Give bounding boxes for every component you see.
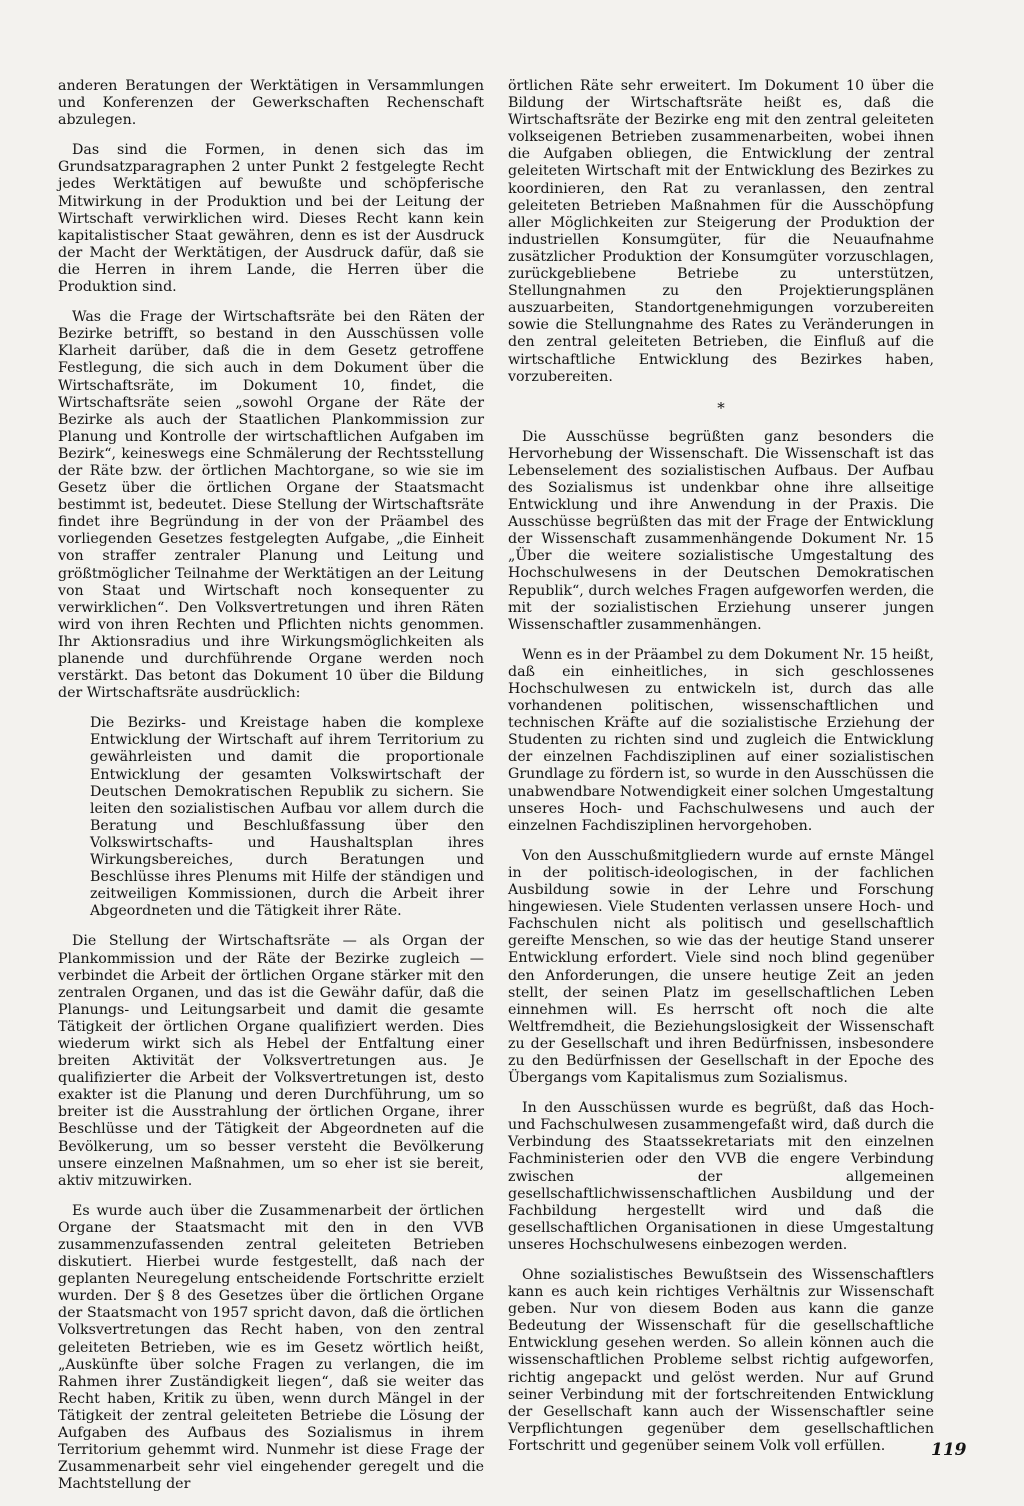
paragraph: Die Ausschüsse begrüßten ganz besonders die Hervorhebung der Wissenschaft. Die Wissenschaft ist das Lebenselement des sozialistischen Aufbaus. Der Aufbau des Sozialismus ist undenkbar ohne ihre allseitige Entwicklung und ihre Anwendung in der Praxis. Die Ausschüsse begrüßten das mit der Frage der Entwicklung der Wissenschaft zusammenhängende Dokument Nr. 15 „Über die weitere sozialistische Umgestaltung des Hochschulwesens in der Deutschen Demokratischen Republik“, durch welches Fragen aufgeworfen werden, die mit der sozialistischen Erziehung unserer jungen Wissenschaftler zusammenhängen. — [508, 428, 934, 633]
paragraph: Ohne sozialistisches Bewußtsein des Wissenschaftlers kann es auch kein richtiges Verhältnis zur Wissenschaft geben. Nur von diesem Boden aus kann die ganze Bedeutung der Wissenschaft für die gesellschaftliche Entwicklung gesehen werden. So allein können auch die wissenschaftlichen Probleme selbst richtig aufgeworfen, richtig angepackt und gelöst werden. Nur auf Grund seiner Verbindung mit der fortschreitenden Entwicklung der Gesellschaft kann auch der Wissenschaftler seine Verpflichtungen gegenüber dem gesellschaftlichen Fortschritt und gegenüber seinem Volk voll erfüllen. — [508, 1267, 934, 1454]
paragraph: örtlichen Räte sehr erweitert. Im Dokument 10 über die Bildung der Wirtschaftsräte heißt es, daß die Wirtschaftsräte der Bezirke eng mit den zentral geleiteten volkseigenen Betrieben zusammenarbeiten, wobei ihnen die Aufgaben obliegen, die Entwicklung der zentral geleiteten Wirtschaft mit der Entwicklung des Bezirkes zu koordinieren, den Rat zu veranlassen, den zentral geleiteten Betrieben Maßnahmen für die Ausschöpfung aller Möglichkeiten zur Steigerung der Produktion der industriellen Konsumgüter, für die Neuaufnahme zusätzlicher Produktion der Konsumgüter vorzuschlagen, zurückgebliebene Betriebe zu unterstützen, Stellungnahmen zu den Projektierungsplänen auszuarbeiten, Standortgenehmigungen vorzubereiten sowie die Stellungnahme des Rates zu Veränderungen in den zentral geleiteten Betrieben, die Einfluß auf die wirtschaftliche Entwicklung des Bezirkes haben, vorzubereiten. — [508, 78, 934, 385]
paragraph: Von den Ausschußmitgliedern wurde auf ernste Mängel in der politisch-ideologischen, in der fachlichen Ausbildung sowie in der Lehre und Forschung hingewiesen. Viele Studenten verlassen unsere Hoch- und Fachschulen nicht als politisch und gesellschaftlich gereifte Menschen, so wie das der heutige Stand unserer Entwicklung erfordert. Viele sind noch blind gegenüber den Anforderungen, die unsere heutige Zeit an jeden stellt, der seinen Platz im gesellschaftlichen Leben einnehmen will. Es herrscht oft noch die alte Weltfremdheit, die Beziehungslosigkeit der Wissenschaft zu der Gesellschaft und ihren Bedürfnissen, insbesondere zu den Bedürfnissen der Gesellschaft in der Epoche des Übergangs vom Kapitalismus zum Sozialismus. — [508, 847, 934, 1087]
quoted-paragraph: Die Bezirks- und Kreistage haben die komplexe Entwicklung der Wirtschaft auf ihrem Territorium zu gewährleisten und damit die proportionale Entwicklung der gesamten Volkswirtschaft der Deutschen Demokratischen Republik zu sichern. Sie leiten den sozialistischen Aufbau vor allem durch die Beratung und Beschlußfassung über den Volkswirtschafts- und Haushaltsplan ihres Wirkungsbereiches, durch Beratungen und Beschlüsse ihres Plenums mit Hilfe der ständigen und zeitweiligen Kommissionen, durch die Arbeit ihrer Abgeordneten und die Tätigkeit ihrer Räte. — [90, 715, 484, 920]
paragraph: Wenn es in der Präambel zu dem Dokument Nr. 15 heißt, daß ein einheitliches, in sich geschlossenes Hochschulwesen zu entwickeln ist, durch das alle vorhandenen politischen, wissenschaftlichen und technischen Kräfte auf die sozialistische Erziehung der Studenten zu richten sind und zugleich die Entwicklung der einzelnen Fachdisziplinen auf einer sozialistischen Grundlage zu fördern ist, so wurde in den Ausschüssen die unabwendbare Notwendigkeit einer solchen Umgestaltung unseres Hoch- und Fachschulwesens und auch der einzelnen Fachdisziplinen hervorgehoben. — [508, 646, 934, 834]
paragraph: Was die Frage der Wirtschaftsräte bei den Räten der Bezirke betrifft, so bestand in den Ausschüssen volle Klarheit darüber, daß die in dem Gesetz getroffene Festlegung, die sich auch in dem Dokument über die Wirtschaftsräte, im Dokument 10, findet, die Wirtschaftsräte seien „sowohl Organe der Räte der Bezirke als auch der Staatlichen Plankommission zur Planung und Kontrolle der wirtschaftlichen Aufgaben im Bezirk“, keineswegs eine Schmälerung der Rechtsstellung der Räte bzw. der örtlichen Machtorgane, so wie sie im Gesetz über die örtlichen Organe der Staatsmacht bestimmt ist, bedeutet. Diese Stellung der Wirtschaftsräte findet ihre Begründung in der von der Präambel des vorliegenden Gesetzes festgelegten Aufgabe, „die Einheit von straffer zentraler Planung und Leitung und größtmöglicher Teilnahme der Werktätigen an der Leitung von Staat und Wirtschaft noch konsequenter zu verwirklichen“. Den Volksvertretungen und ihren Räten wird von ihren Rechten und Pflichten nichts genommen. Ihr Aktionsradius und ihre Wirkungsmöglichkeiten als planende und durchführende Organe werden noch verstärkt. Das betont das Dokument 10 über die Bildung der Wirtschaftsräte ausdrücklich: — [58, 309, 484, 702]
paragraph: Es wurde auch über die Zusammenarbeit der örtlichen Organe der Staatsmacht mit den in den VVB zusammenzufassenden zentral geleiteten Betrieben diskutiert. Hierbei wurde festgestellt, daß nach der geplanten Neuregelung entscheidende Fortschritte erzielt wurden. Der § 8 des Gesetzes über die örtlichen Organe der Staatsmacht von 1957 spricht davon, daß die örtlichen Volksvertretungen das Recht haben, von den zentral geleiteten Betrieben, wie es im Gesetz wörtlich heißt, „Auskünfte über solche Fragen zu verlangen, die im Rahmen ihrer Zuständigkeit liegen“, daß sie weiter das Recht haben, Kritik zu üben, wenn durch Mängel in der Tätigkeit der zentral geleiteten Betriebe die Lösung der Aufgaben des Aufbaus des Sozialismus in ihrem Territorium gehemmt wird. Nunmehr ist diese Frage der Zusammenarbeit sehr viel eingehender geregelt und die Machtstellung der — [58, 1202, 484, 1493]
section-separator: * — [717, 398, 725, 417]
left-column — [58, 78, 484, 1506]
paragraph: anderen Beratungen der Werktätigen in Versammlungen und Konferenzen der Gewerkschaften Rechenschaft abzulegen. — [58, 78, 484, 129]
paragraph: Die Stellung der Wirtschaftsräte — als Organ der Plankommission und der Räte der Bezirke zugleich — verbindet die Arbeit der örtlichen Organe stärker mit den zentralen Organen, und das ist die Gewähr dafür, daß die Planungs- und Leitungsarbeit und damit die gesamte Tätigkeit der örtlichen Organe qualifiziert werden. Dies wiederum wirkt sich als Hebel der Entfaltung einer breiten Aktivität der Volksvertretungen aus. Je qualifizierter die Arbeit der Volksvertretungen ist, desto exakter ist die Planung und deren Durchführung, um so breiter ist die Ausstrahlung der örtlichen Organe, ihrer Beschlüsse und der Tätigkeit der Abgeordneten auf die Bevölkerung, um so besser versteht die Bevölkerung unsere einzelnen Maßnahmen, um so eher ist sie bereit, aktiv mitzuwirken. — [58, 933, 484, 1189]
page-number: 119 — [931, 1440, 967, 1460]
right-column — [508, 78, 934, 1468]
paragraph: In den Ausschüssen wurde es begrüßt, daß das Hoch- und Fachschulwesen zusammengefaßt wird, daß durch die Verbindung des Staatssekretariats mit den einzelnen Fachministerien oder den VVB die engere Verbindung zwischen der allgemeinen gesellschaftlichwissenschaftlichen Ausbildung und der Fachbildung hergestellt wird und daß die gesellschaftlichen Organisationen in diese Umgestaltung unseres Hochschulwesens einbezogen werden. — [508, 1100, 934, 1253]
paragraph: Das sind die Formen, in denen sich das im Grundsatzparagraphen 2 unter Punkt 2 festgelegte Recht jedes Werktätigen auf bewußte und schöpferische Mitwirkung in der Produktion und bei der Leitung der Wirtschaft verwirklichen wird. Dieses Recht kann kein kapitalistischer Staat gewähren, denn es ist der Ausdruck der Macht der Werktätigen, der Ausdruck dafür, daß sie die Herren in ihrem Lande, die Herren über die Produktion sind. — [58, 142, 484, 296]
